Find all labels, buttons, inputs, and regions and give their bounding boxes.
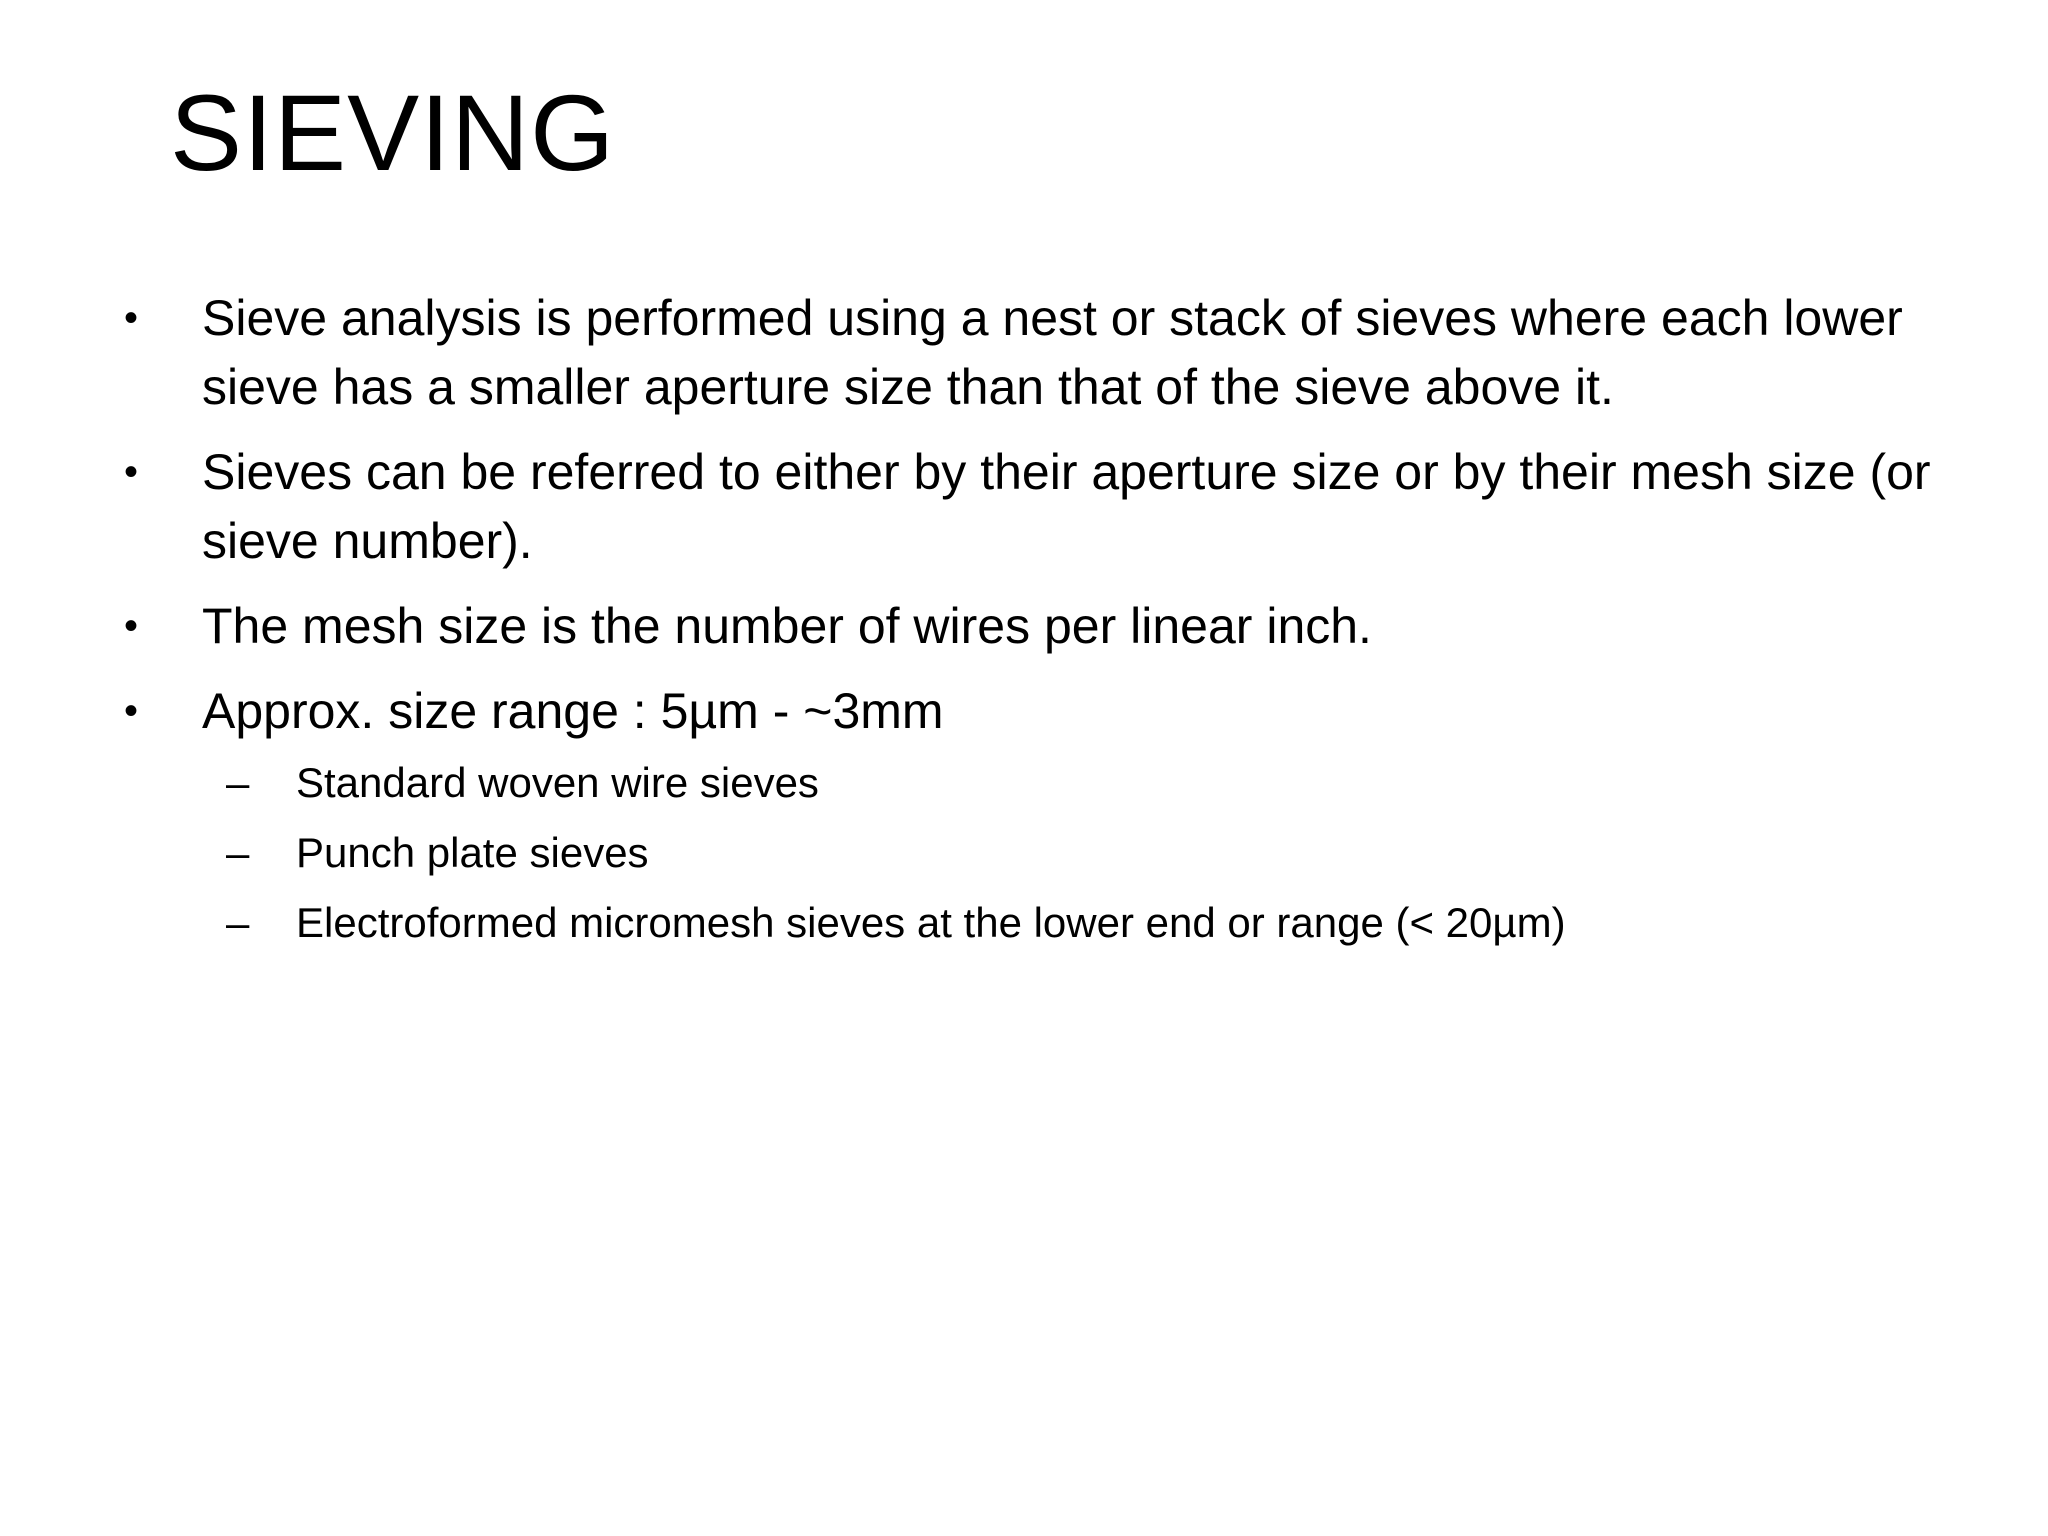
slide-body — [118, 284, 1948, 958]
bullet-text: Approx. size range : 5µm - ~3mm — [202, 683, 944, 739]
bullet-item — [118, 284, 1948, 422]
bullet-text: Sieve analysis is performed using a nest or stack of sieves where each lower sieve has a smaller aperture size than that of the sieve above it. — [202, 290, 1903, 415]
sub-bullet-text: Punch plate sieves — [296, 829, 649, 876]
sub-bullet-marker: – — [226, 829, 250, 876]
sub-bullet-item — [226, 818, 1948, 888]
bullet-marker: • — [124, 450, 139, 494]
sub-bullet-list — [118, 748, 1948, 958]
sub-bullet-text: Standard woven wire sieves — [296, 759, 819, 806]
sub-bullet-marker: – — [226, 759, 250, 806]
bullet-item — [118, 438, 1948, 576]
bullet-item — [118, 592, 1948, 661]
bullet-item — [118, 677, 1948, 746]
bullet-text: Sieves can be referred to either by their aperture size or by their mesh size (or sieve number). — [202, 444, 1931, 569]
sub-bullet-item — [226, 888, 1948, 958]
bullet-text: The mesh size is the number of wires per linear inch. — [202, 598, 1372, 654]
slide-title: SIEVING — [170, 72, 616, 193]
sub-bullet-item — [226, 748, 1948, 818]
sub-bullet-text: Electroformed micromesh sieves at the lower end or range (< 20µm) — [296, 899, 1566, 946]
bullet-marker: • — [124, 689, 139, 733]
bullet-marker: • — [124, 296, 139, 340]
sub-bullet-marker: – — [226, 899, 250, 946]
bullet-marker: • — [124, 604, 139, 648]
